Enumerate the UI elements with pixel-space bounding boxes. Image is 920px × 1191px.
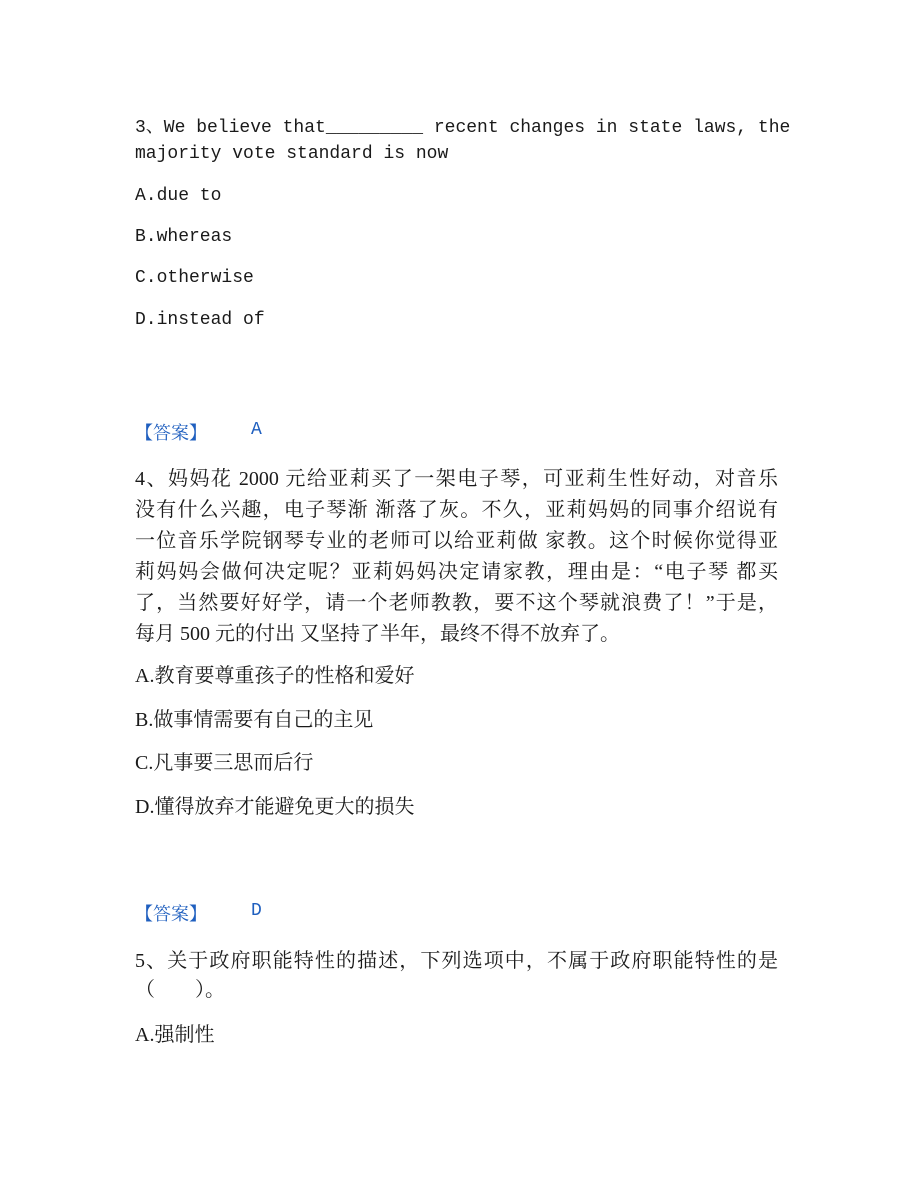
question-3-option-b: B.whereas bbox=[135, 227, 233, 247]
question-5-stem-line-1: 5、关于政府职能特性的描述，下列选项中，不属于政府职能特性的是 bbox=[135, 950, 778, 972]
question-4-answer-label: 【答案】 bbox=[135, 904, 207, 925]
question-5-option-a: A.强制性 bbox=[135, 1024, 215, 1046]
question-3-option-a: A.due to bbox=[135, 186, 222, 206]
question-3-option-c: C.otherwise bbox=[135, 268, 254, 288]
question-3-stem-line-1: 3、We believe that_________ recent changes in state laws, the bbox=[135, 118, 791, 138]
question-4-stem-line-1: 4、妈妈花 2000 元给亚莉买了一架电子琴，可亚莉生性好动，对音乐 bbox=[135, 468, 778, 490]
question-4-stem-line-6: 每月 500 元的付出 又坚持了半年，最终不得不放弃了。 bbox=[135, 623, 620, 645]
question-3-stem-line-2: majority vote standard is now bbox=[135, 144, 449, 164]
question-4-option-a: A.教育要尊重孩子的性格和爱好 bbox=[135, 665, 415, 687]
question-4-stem-line-5: 了，当然要好好学，请一个老师教教，要不这个琴就浪费了！”于是， bbox=[135, 592, 778, 614]
question-3-answer-value: A bbox=[251, 420, 262, 440]
question-4-option-b: B.做事情需要有自己的主见 bbox=[135, 709, 374, 731]
question-4-stem-line-4: 莉妈妈会做何决定呢？亚莉妈妈决定请家教，理由是：“电子琴 都买 bbox=[135, 561, 778, 583]
question-3-answer-label: 【答案】 bbox=[135, 423, 207, 444]
question-4-stem-line-2: 没有什么兴趣，电子琴渐 渐落了灰。不久，亚莉妈妈的同事介绍说有 bbox=[135, 499, 778, 521]
question-4-option-d: D.懂得放弃才能避免更大的损失 bbox=[135, 796, 415, 818]
question-4-option-c: C.凡事要三思而后行 bbox=[135, 752, 314, 774]
question-5-stem-line-2: （ ）。 bbox=[135, 979, 225, 1001]
question-4-answer-value: D bbox=[251, 901, 262, 921]
question-3-option-d: D.instead of bbox=[135, 310, 265, 330]
question-4-stem-line-3: 一位音乐学院钢琴专业的老师可以给亚莉做 家教。这个时候你觉得亚 bbox=[135, 530, 778, 552]
